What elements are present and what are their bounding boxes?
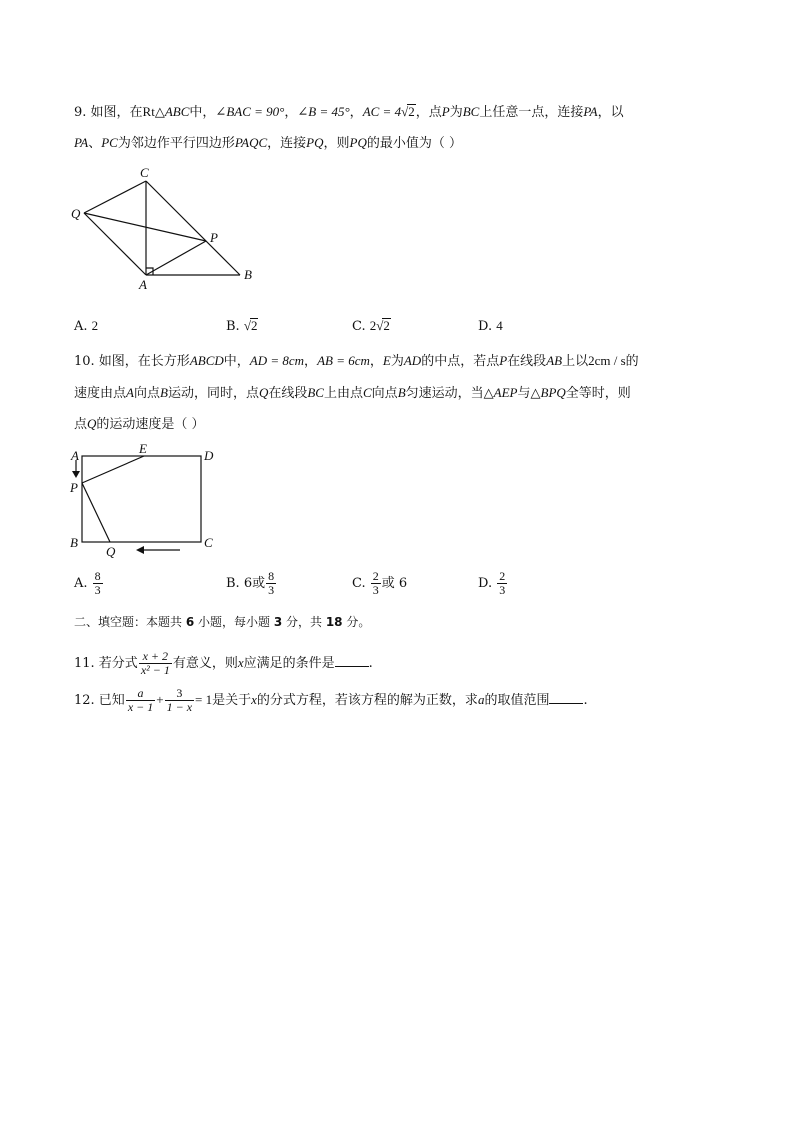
label-a: A [139,277,147,292]
q10-option-a[interactable]: A. $\frac{8}{3}$ [74,569,101,597]
q10-figure-rectangle [60,440,230,565]
label-q: Q [106,544,116,559]
seg-qp [84,213,206,241]
q10-stem-line-2: 速度由点A向点B运动，同时，点Q在线段BC上由点C向点B匀速运动，当△AEP与△BPQ全等时，则 [74,385,631,401]
seg-pq [82,483,110,542]
label-b: B [70,535,78,550]
label-d: D [204,448,214,463]
q10-stem-line-1: 10. 如图，在长方形ABCD中，AD = 8cm，AB = 6cm，E为AD的中点，若点P在线段AB上以2cm / s的 [74,353,639,369]
q9-figure-parallelogram [60,160,270,300]
q12-stem: 12. 已知 $\frac{a}{x - 1}$ + $\frac{3}{1 - x}$ = 1是关于x的分式方程，若该方程的解为正数，求a的取值范围 . [74,686,588,714]
seg-pe [82,456,144,483]
label-b: B [244,267,252,282]
q10-option-b[interactable]: B. 6或 $\frac{8}{3}$ [226,569,275,597]
seg-qa [84,213,146,275]
label-c: C [204,535,213,550]
q9-option-d[interactable]: D. 4 [478,318,503,334]
q12-answer-blank[interactable] [549,691,583,704]
q10-option-c[interactable]: C. $\frac{2}{3}$ 或 6 [352,569,408,597]
label-e: E [139,441,147,456]
label-c: C [140,165,149,180]
q9-stem-line-1: 9. 如图，在Rt△ABC中，∠BAC = 90°，∠B = 45°，AC = 4√2，点P为BC上任意一点，连接PA，以 [74,104,624,120]
label-p: P [210,230,218,245]
q10-option-d[interactable]: D. $\frac{2}{3}$ [478,569,506,597]
q9-option-c[interactable]: C. 2√2 [352,318,390,334]
q10-stem-line-3: 点Q的运动速度是（ ） [74,416,205,432]
q11-answer-blank[interactable] [335,654,369,667]
label-p: P [70,480,78,495]
seg-cb [146,181,240,275]
q9-stem-line-2: PA、PC为邻边作平行四边形PAQC，连接PQ，则PQ的最小值为（ ） [74,135,462,151]
section-2-header: 二、填空题：本题共 6 小题，每小题 3 分，共 18 分。 [74,615,371,629]
q9-option-a[interactable]: A. 2 [74,318,99,334]
arrow-down-head [72,471,80,478]
label-q: Q [71,206,81,221]
arrow-left-head [136,546,144,554]
rect-abcd [82,456,201,542]
seg-qc [84,181,146,213]
q11-stem: 11. 若分式 $\frac{x + 2}{\text{x² − 1}}$ 有意义，则x应满足的条件是 . [74,649,373,677]
label-a: A [71,448,79,463]
q9-option-b[interactable]: B. √2 [226,318,258,334]
seg-pa [146,241,206,275]
